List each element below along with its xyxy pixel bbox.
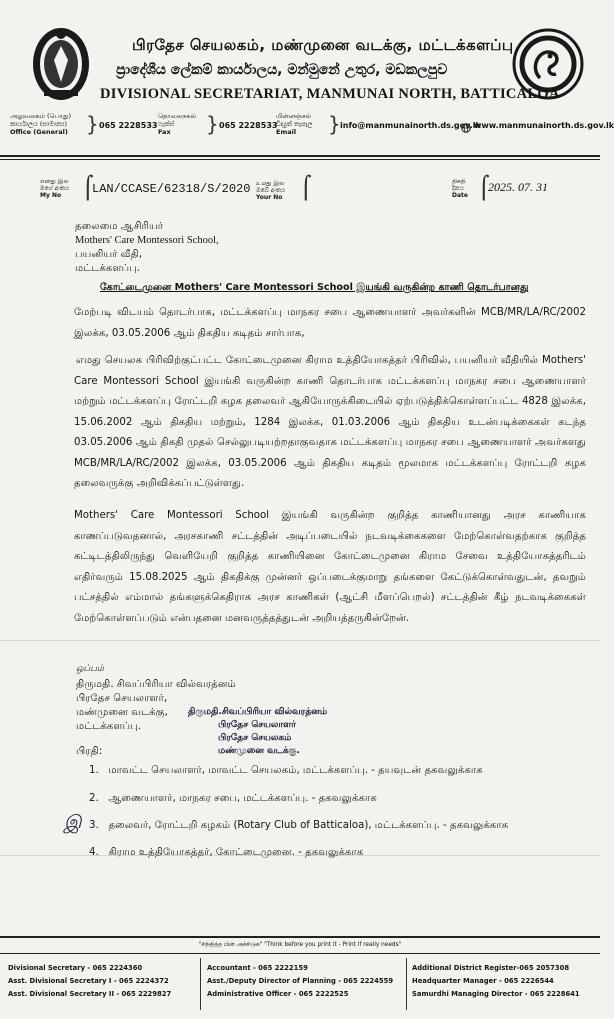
letter-subject: கோட்டைமுனை Mothers' Care Montessori School இயங்கி வருகின்ற காணி தொடர்பானது bbox=[100, 282, 529, 293]
website-url[interactable]: www.manmunainorth.ds.gov.lk bbox=[474, 121, 614, 130]
signature-mark: ஒப்பம் bbox=[76, 664, 105, 674]
letter-page: பிரதேச செயலகம், மண்முனை வடக்கு, மட்டக்களப்பு ප්‍රාදේශීය ලේකම් කාර්යාලය, මන්මුනේ උතුර, මඩකලපුව DIVISIONAL SECRETARIAT, MANMUNAI NORTH, BATTICALOA அலுவலகம் (பொது) කාර්යාලය (සාමාන්‍ය) Office (General) } 065 2228533 தொலைநகல் ෆැක්ස් Fax } 065 2228533 மின்னஞ்சல் විද්‍යුත් තැපෑල Email } info@manmunainorth.ds.gov.lk www.manmunainorth.ds.gov.lk எனது இல මගේ අංකය My No ⌠ LAN/CCASE/62318/S/2020 உமது இல ඔබේ අංකය Your No ⌠ திகதி දිනය Date ⌠ 2025. 07. 31 தலைமை ஆசிரியர் Mothers' Care Montessori School, பயனியர் வீதி, மட்டக்களப்பு. கோட்டைமுனை Mothers' Care Montessori School இயங்கி வருகின்ற காணி தொடர்பானது மேற்படி விடயம் தொடர்பாக, மட்டக்களப்பு மாநகர சபை ஆணையாளர் அவர்களின் MCB/MR/LA/RC/2002 இலக்க, 03.05.2006 ஆம் திகதிய கடிதம் சார்பாக, எமது செயலக பிரிவிற்குட்பட்ட கோட்டைமுனை கிராம உத்தியோகத்தர் பிரிவில், பயனியர் வீதியில் Mothers' Care Montessori School இயங்கி வருகின்ற காணி தொடர்பாக மட்டக்களப்பு மாநகர சபை ஆணையாளர் மற்றும் மட்டக்களப்பு ரோட்டறி கழக தலைவர் ஆகியோருக்கிடையில் ஏற்படுத்திக்கொள்ளப்பட்ட 4828 இலக்க, 15.06.2002 ஆம் திகதிய மற்றும், 1284 இலக்க, 01.03.2006 ஆம் திகதிய உடன்படிக்கைகள் கடந்த 03.05.2006 ஆம் திகதி முதல் செல்லுபடியற்றதாகுவதாக மட்டக்களப்பு மாநகர சபை ஆணையாளர் அவர்களது MCB/MR/LA/RC/2002 இலக்க, 03.05.2006 ஆம் திகதிய கடிதம் மூலமாக மட்டக்களப்பு ரோட்டறி கழக தலைவருக்கு அறிவிக்கப்பட்டுள்ளது. Mothers' Care Montessori School இயங்கி வருகின்ற குறித்த காணியானது அரச காணியாக காணப்படுவதனால், அரசகாணி சட்டத்தின் அடிப்படையில் நடவடிக்கைகளை மேற்கொள்வதற்காக குறித்த கட்டிடத்திலிருந்து வெளியேறி குறித்த காணியினை கோட்டைமுனை கிராம சேவை உத்தியோகத்தரிடம் எதிர்வரும் 15.08.2025 ஆம் திகதிக்கு முன்னர் ஒப்படைக்குமாறு தங்களை கேட்டுக்கொள்வதுடன், தவறும் பட்சத்தில் எம்மால் தங்களுக்கெதிராக அரச காணிகள் (ஆட்சி மீளப்பெறல்) சட்டத்தின் கீழ் நடவடிக்கைகள் மேற்கொள்ளப்படும் என்பதனை மனவருத்தத்துடன் அறியத்தருகின்றேன். ஒப்பம் திருமதி. சிவப்பிரியா வில்வரத்னம் பிரதேச செயலாளர், மண்முனை வடக்கு, மட்டக்களப்பு. திருமதி.சிவப்பிரியா வில்வரத்னம் பிரதேச செயலாளர் பிரதேச செயலகம் மண்முனை வடக்கு. பிரதி: 1. மாவட்ட செயலாளர், மாவட்ட செயலகம், மட்டக்களப்பு. - தயவுடன் தகவலுக்காக 2. ஆணையாளர், மாநகர சபை, மட்டக்களப்பு. - தகவலுக்காக இ 3. தலைவர், ரோட்டறி கழகம் (Rotary Club of Batticaloa), மட்டக்களப்பு. - தகவலுக்காக 4. கிராம உத்தியோகத்தர், கோட்டைமுனை. - தகவலுக்காக "சிந்தித்த பின் அச்சிடுக" "Think before you print it - Print if really needs" Divisional Secretary - 065 2224360 Asst. Divisional Secretary I - 065 2224372 Asst. Divisional Secretary II - 065 2229827 Accountant - 065 2222159 Asst./Deputy Director of Planning - 065 2224559 Administrative Officer - 065 2222525 Additional District Register-065 2057308 Headquarter Manager - 065 2226544 Samurdhi Managing Director - 065 2228641 bbox=[0, 0, 600, 1019]
globe-icon bbox=[461, 123, 471, 133]
paragraph-2: எமது செயலக பிரிவிற்குட்பட்ட கோட்டைமுனை கிராம உத்தியோகத்தர் பிரிவில், பயனியர் வீதியில் Mothers' Care Montessori School இயங்கி வருகின்ற காணி தொடர்பாக மட்டக்களப்பு மாநகர சபை ஆணையாளர் மற்றும் மட்டக்களப்பு ரோட்டறி கழக தலைவர் ஆகியோருக்கிடையில் ஏற்படுத்திக்கொள்ளப்பட்ட 4828 இலக்க, 15.06.2002 ஆம் திகதிய மற்றும், 1284 இலக்க, 01.03.2006 ஆம் திகதிய உடன்படிக்கைகள் கடந்த 03.05.2006 ஆம் திகதி முதல் செல்லுபடியற்றதாகுவதாக மட்டக்களப்பு மாநகர சபை ஆணையாளர் அவர்களது MCB/MR/LA/RC/2002 இலக்க, 03.05.2006 ஆம் திகதிய கடிதம் மூலமாக மட்டக்களப்பு ரோட்டறி கழக தலைவருக்கு அறிவிக்கப்பட்டுள்ளது. bbox=[74, 355, 586, 489]
signatory-name: திருமதி. சிவப்பிரியா வில்வரத்னம் bbox=[76, 679, 236, 690]
footer-divider bbox=[0, 936, 600, 938]
recipient-block bbox=[75, 220, 219, 276]
copies-label: பிரதி: bbox=[76, 746, 103, 757]
office-title-english: DIVISIONAL SECRETARIAT, MANMUNAI NORTH, BATTICALOA bbox=[100, 86, 560, 102]
office-title-sinhala: ප්‍රාදේශීය ලේකම් කාර්යාලය, මන්මුනේ උතුර, මඩකලපුව bbox=[116, 62, 448, 78]
official-seal: திருமதி.சிவப்பிரியா வில்வரத்னம் பிரதேச செயலாளர் பிரதேச செயலகம் மண்முனை வடக்கு. bbox=[188, 707, 328, 756]
print-slogan: "சிந்தித்த பின் அச்சிடுக" "Think before you print it - Print if really needs" bbox=[198, 942, 402, 948]
office-phone-number: 065 2228533 bbox=[99, 121, 158, 130]
your-no-labels: உமது இல ඔබේ අංකය Your No bbox=[256, 180, 286, 201]
handwritten-mark: இ bbox=[64, 812, 82, 833]
copy-item: 3. தலைவர், ரோட்டறி கழகம் (Rotary Club of Batticaloa), மட்டக்களப்பு. - தகவலுக்காக bbox=[89, 820, 509, 831]
my-no-labels: எனது இல මගේ අංකය My No bbox=[40, 178, 70, 199]
copy-item: 4. கிராம உத்தியோகத்தர், கோட்டைமுனை. - தகவலுக்காக bbox=[89, 847, 364, 858]
paragraph-3: Mothers' Care Montessori School இயங்கி வருகின்ற குறித்த காணியானது அரச காணியாக காணப்படுவதனால், அரசகாணி சட்டத்தின் அடிப்படையில் நடவடிக்கைகளை மேற்கொள்வதற்காக குறித்த கட்டிடத்திலிருந்து வெளியேறி குறித்த காணியினை கோட்டைமுனை கிராம சேவை உத்தியோகத்தரிடம் எதிர்வரும் 15.08.2025 ஆம் திகதிக்கு முன்னர் ஒப்படைக்குமாறு தங்களை கேட்டுக்கொள்வதுடன், தவறும் பட்சத்தில் எம்மால் தங்களுக்கெதிராக அரச காணிகள் (ஆட்சி மீளப்பெறல்) சட்டத்தின் கீழ் நடவடிக்கைகள் மேற்கொள்ளப்படும் என்பதனை மனவருத்தத்துடன் அறியத்தருகின்றேன். bbox=[74, 510, 586, 624]
letter-date: 2025. 07. 31 bbox=[488, 180, 548, 194]
office-title-tamil: பிரதேச செயலகம், மண்முனை வடக்கு, மட்டக்களப்பு bbox=[132, 36, 514, 54]
footer-separator bbox=[200, 958, 201, 1010]
email-address[interactable]: info@manmunainorth.ds.gov.lk bbox=[340, 121, 481, 130]
footer-divider-thin bbox=[0, 953, 600, 954]
fax-labels: தொலைநகல் ෆැක්ස් Fax bbox=[158, 112, 196, 136]
signatory-title: பிரதேச செயலாளர், bbox=[76, 693, 168, 704]
my-reference-number: LAN/CCASE/62318/S/2020 bbox=[92, 182, 251, 196]
contact-bar: அலுவலகம் (பொது) කාර්යාලය (සාමාන්‍ය) Office (General) } 065 2228533 தொலைநகல் ෆැක්ස් Fax } 065 2228533 மின்னஞ்சல் විද්‍යුත් තැපෑල Email } info@manmunainorth.ds.gov.lk www.manmunainorth.ds.gov.lk bbox=[10, 112, 614, 136]
footer-contacts-2: Accountant - 065 2222159 Asst./Deputy Director of Planning - 065 2224559 Administrative Officer - 065 2222525 bbox=[207, 964, 394, 998]
copy-item: 1. மாவட்ட செயலாளர், மாவட்ட செயலகம், மட்டக்களப்பு. - தயவுடன் தகவலுக்காக bbox=[89, 765, 483, 776]
signatory-division: மண்முனை வடக்கு, bbox=[76, 707, 168, 718]
fax-number: 065 2228533 bbox=[219, 121, 278, 130]
paper-fold-line bbox=[0, 640, 600, 641]
header-divider-thin bbox=[0, 159, 600, 160]
recipient-city: மட்டக்களப்பு. bbox=[75, 263, 141, 274]
copy-item: 2. ஆணையாளர், மாநகர சபை, மட்டக்களப்பு. - தகவலுக்காக bbox=[89, 793, 377, 804]
office-phone-labels: அலுவலகம் (பொது) කාර්යාලය (සාමාන්‍ය) Office (General) bbox=[10, 112, 71, 136]
email-labels: மின்னஞ்சல் විද්‍යුත් තැපෑල Email bbox=[276, 112, 313, 136]
recipient-title: தலைமை ஆசிரியர் bbox=[75, 221, 164, 232]
header-divider bbox=[0, 155, 600, 157]
date-labels: திகதி දිනය Date bbox=[452, 178, 468, 199]
footer-contacts-3: Additional District Register-065 2057308 Headquarter Manager - 065 2226544 Samurdhi Managing Director - 065 2228641 bbox=[412, 964, 580, 998]
signatory-district: மட்டக்களப்பு. bbox=[76, 721, 142, 732]
footer-separator bbox=[406, 958, 407, 1010]
footer-contacts-1: Divisional Secretary - 065 2224360 Asst. Divisional Secretary I - 065 2224372 Asst. Divisional Secretary II - 065 2229827 bbox=[8, 964, 172, 998]
recipient-school: Mothers' Care Montessori School, bbox=[75, 235, 219, 246]
paragraph-1: மேற்படி விடயம் தொடர்பாக, மட்டக்களப்பு மாநகர சபை ஆணையாளர் அவர்களின் MCB/MR/LA/RC/2002 இலக்க, 03.05.2006 ஆம் திகதிய கடிதம் சார்பாக, bbox=[74, 307, 586, 339]
sri-lanka-emblem-icon bbox=[30, 24, 92, 102]
recipient-street: பயனியர் வீதி, bbox=[75, 249, 143, 260]
